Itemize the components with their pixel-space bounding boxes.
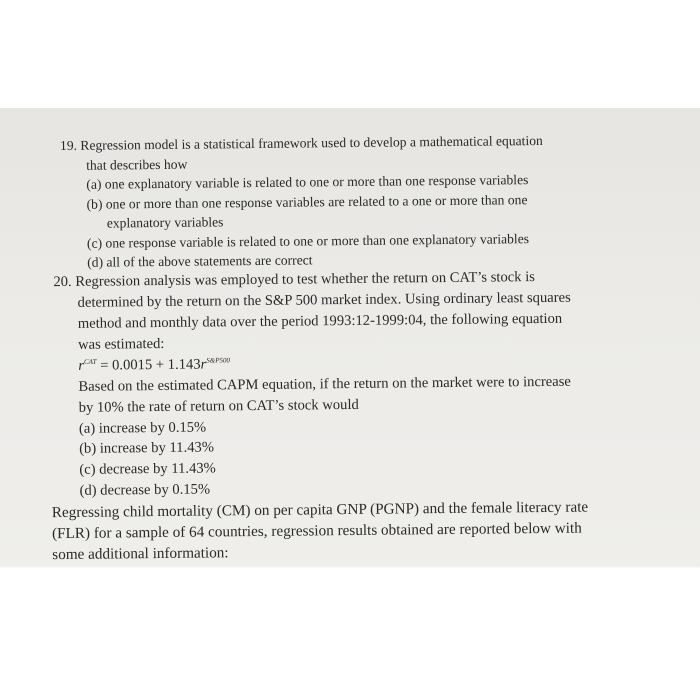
- q19-stem-line-2: that describes how: [86, 156, 188, 173]
- q20-stem-line-2: determined by the return on the S&P 500 market index. Using ordinary least squares: [77, 289, 571, 311]
- q19-option-b-line-1: (b) one or more than one response variables are related to a one or more than one: [86, 192, 528, 212]
- equation-rhs-var: r: [200, 356, 207, 373]
- equation-lhs-superscript: CAT: [83, 357, 97, 366]
- q19-option-b-line-2: explanatory variables: [106, 214, 224, 231]
- q20-option-a: (a) increase by 0.15%: [78, 419, 207, 437]
- equation-rhs-superscript: S&P500: [206, 356, 230, 365]
- q20-option-b: (b) increase by 11.43%: [79, 439, 215, 457]
- q20-stem-line-3: method and monthly data over the period 1993:12-1999:04, the following equation: [77, 310, 563, 332]
- equation-lhs-var: r: [78, 357, 85, 374]
- equation-rhs: = 0.0015 + 1.143: [100, 356, 201, 374]
- q20-stem-line-1: 20. Regression analysis was employed to test whether the return on CAT’s stock is: [53, 269, 535, 291]
- q19-stem-line-1: 19. Regression model is a statistical framework used to develop a mathematical equation: [59, 132, 543, 154]
- q19-option-d: (d) all of the above statements are correct: [87, 252, 313, 270]
- document-text: [0, 104, 700, 569]
- tail-line-3: some additional information:: [52, 544, 229, 564]
- q20-follow-line-2: by 10% the rate of return on CAT’s stock would: [78, 396, 359, 416]
- capm-equation: [78, 357, 230, 373]
- q19-option-c: (c) one response variable is related to one or more than one explanatory variables: [86, 231, 530, 251]
- q20-option-c: (c) decrease by 11.43%: [79, 460, 216, 478]
- tail-line-1: Regressing child mortality (CM) on per capita GNP (PGNP) and the female literacy rate: [51, 498, 589, 522]
- q19-option-a: (a) one explanatory variable is related to one or more than one response variables: [86, 172, 529, 192]
- q20-stem-line-4: was estimated:: [77, 335, 165, 353]
- tail-line-2: (FLR) for a sample of 64 countries, regression results obtained are reported below with: [51, 519, 582, 543]
- q20-option-d: (d) decrease by 0.15%: [79, 481, 211, 499]
- q20-follow-line-1: Based on the estimated CAPM equation, if the return on the market were to increase: [78, 373, 571, 395]
